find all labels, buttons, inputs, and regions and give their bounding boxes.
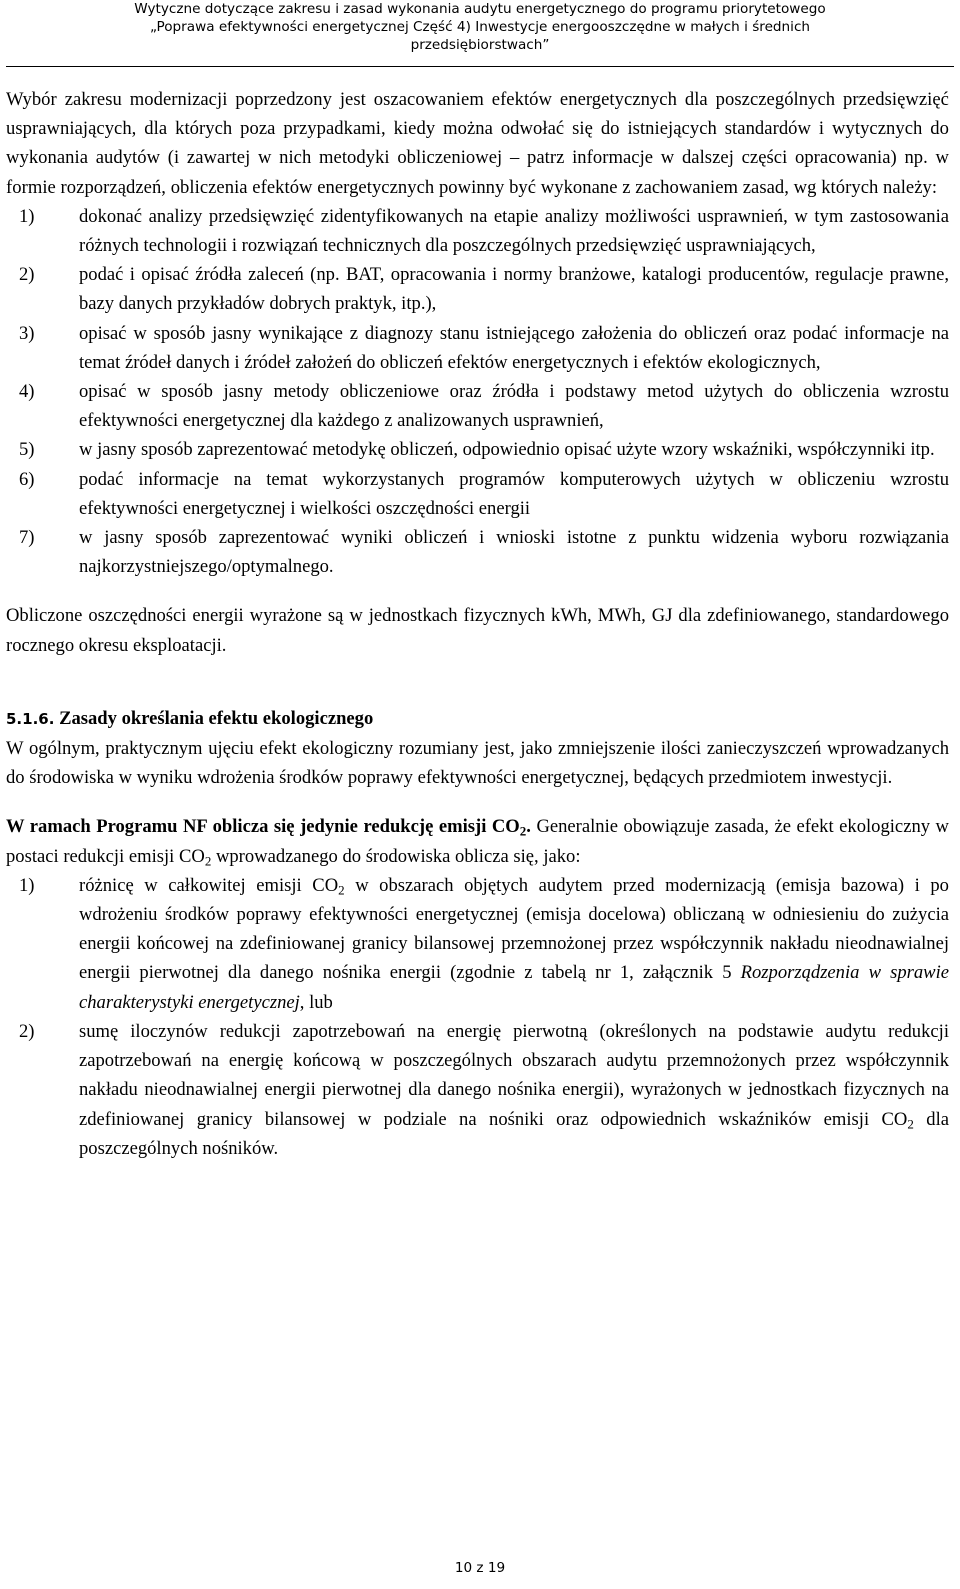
list-item-number: 1) <box>19 874 35 896</box>
page-header <box>0 0 960 70</box>
list-item-text-b: w obszarach objętych audytem przed modernizacją (emisja bazowa) i po wdrożeniu środków poprawy efektywności energetycznej (emisja docelowa) obliczaną w odniesieniu do zużycia energii końcowej na zdefiniowanej granicy bilansowej przemnożonej przez współczynnik nakładu nieodnawialnej energii pierwotnej dla danego nośnika energii (zgodnie z tabelą nr 1, załącznik 5 <box>79 874 949 984</box>
program-text-b: wprowadzanego do środowiska oblicza się, jako: <box>211 845 581 867</box>
program-bold-end: . <box>526 816 531 838</box>
list-item-text-c: , lub <box>299 991 333 1013</box>
page-number: 10 z 19 <box>454 1560 506 1576</box>
list-item <box>6 871 949 1017</box>
list-item-number: 2) <box>19 1020 35 1042</box>
list-item-number: 2) <box>19 264 35 286</box>
list-item-number: 6) <box>19 468 35 490</box>
header-line-1: Wytyczne dotyczące zakresu i zasad wykonania audytu energetycznego do programu priorytetowego <box>134 1 826 17</box>
header-line-2: „Poprawa efektywności energetycznej Część 4) Inwestycje energooszczędne w małych i średnich <box>149 19 811 35</box>
emission-methods-list <box>6 871 949 1163</box>
list-item-sub: 2 <box>907 1115 914 1131</box>
list-item-text: opisać w sposób jasny wynikające z diagnozy stanu istniejącego założenia do obliczeń oraz podać informacje na temat źródeł danych i źródeł założeń do obliczeń efektów energetycznych i efektów ekologicznych, <box>79 322 949 373</box>
list-item-text-a: sumę iloczynów redukcji zapotrzebowań na energię pierwotną (określonych na podstawie audytu redukcji zapotrzebowań na energię końcową w poszczególnych obszarach audytu przemnożonych przez współczynnik nakładu nieodnawialnej energii pierwotnej dla danego nośnika energii), wyrażonych w jednostkach fizycznych na zdefiniowanej granicy bilansowej w podziale na nośniki oraz odpowiednich wskaźników emisji CO <box>79 1020 949 1130</box>
list-item-number: 7) <box>19 527 35 549</box>
program-bold-sub: 2 <box>519 823 527 839</box>
list-item-text: opisać w sposób jasny metody obliczeniowe oraz źródła i podstawy metod użytych do obliczenia wzrostu efektywności energetycznej dla każdego z analizowanych usprawnień, <box>79 381 949 432</box>
program-paragraph <box>6 812 949 870</box>
section-number: 5.1.6. <box>6 709 55 728</box>
header-line-3: przedsiębiorstwach” <box>410 37 550 53</box>
header-divider <box>6 66 954 67</box>
list-item <box>6 523 949 581</box>
list-item-number: 3) <box>19 322 35 344</box>
list-item-text: w jasny sposób zaprezentować wyniki obliczeń i wnioski istotne z punktu widzenia wyboru rozwiązania najkorzystniejszego/optymalnego. <box>79 527 949 578</box>
list-item-number: 1) <box>19 205 35 227</box>
list-item <box>6 202 949 260</box>
list-item <box>6 377 949 435</box>
section-title: Zasady określania efektu ekologicznego <box>59 707 374 729</box>
list-item-text-b: dla poszczególnych nośników. <box>79 1108 949 1159</box>
list-item <box>6 435 949 464</box>
list-item-sub: 2 <box>338 882 345 898</box>
list-item <box>6 465 949 523</box>
requirements-list <box>6 202 949 582</box>
section-heading <box>6 704 949 734</box>
list-item-number: 5) <box>19 439 35 461</box>
list-item <box>6 1017 949 1163</box>
list-item-text: podać i opisać źródła zaleceń (np. BAT, opracowania i normy branżowe, katalogi producentów, regulacje prawne, bazy danych przykładów dobrych praktyk, itp.), <box>79 264 949 315</box>
units-paragraph: Obliczone oszczędności energii wyrażone są w jednostkach fizycznych kWh, MWh, GJ dla zdefiniowanego, standardowego rocznego okresu eksploatacji. <box>6 605 949 656</box>
list-item-text: w jasny sposób zaprezentować metodykę obliczeń, odpowiednio opisać użyte wzory wskaźniki, współczynniki itp. <box>79 439 935 461</box>
program-bold-lead: W ramach Programu NF oblicza się jedynie redukcję emisji CO <box>6 816 520 838</box>
regulation-reference: Rozporządzenia w sprawie charakterystyki energetycznej <box>79 962 949 1013</box>
list-item <box>6 319 949 377</box>
list-item-number: 4) <box>19 381 35 403</box>
program-sub-a: 2 <box>204 852 212 868</box>
program-text-a: Generalnie obowiązuje zasada, że efekt ekologiczny w postaci redukcji emisji CO <box>6 816 949 867</box>
list-item-text: podać informacje na temat wykorzystanych programów komputerowych użytych w obliczeniu wzrostu efektywności energetycznej i wielkości oszczędności energii <box>79 468 949 519</box>
document-body <box>6 85 949 1163</box>
list-item-text: dokonać analizy przedsięwzięć zidentyfikowanych na etapie analizy możliwości usprawnień, w tym zastosowania różnych technologii i rozwiązań technicznych dla poszczególnych przedsięwzięć usprawniających, <box>79 205 949 257</box>
intro-paragraph: Wybór zakresu modernizacji poprzedzony jest oszacowaniem efektów energetycznych dla poszczególnych przedsięwzięć usprawniających, dla których poza przypadkami, kiedy można odwołać się do istniejących standardów i wytycznych do wykonania audytów (i zawartej w nich metodyki obliczeniowej – patrz informacje w dalszej części opracowania) np. w formie rozporządzeń, obliczenia efektów energetycznych powinny być wykonane z zachowaniem zasad, wg których należy: <box>6 89 949 198</box>
list-item-text-a: różnicę w całkowitej emisji CO <box>79 874 339 896</box>
list-item <box>6 260 949 318</box>
section-intro-paragraph: W ogólnym, praktycznym ujęciu efekt ekologiczny rozumiany jest, jako zmniejszenie ilości zanieczyszczeń wprowadzanych do środowiska w wyniku wdrożenia środków poprawy efektywności energetycznej, będących przedmiotem inwestycji. <box>6 738 949 789</box>
